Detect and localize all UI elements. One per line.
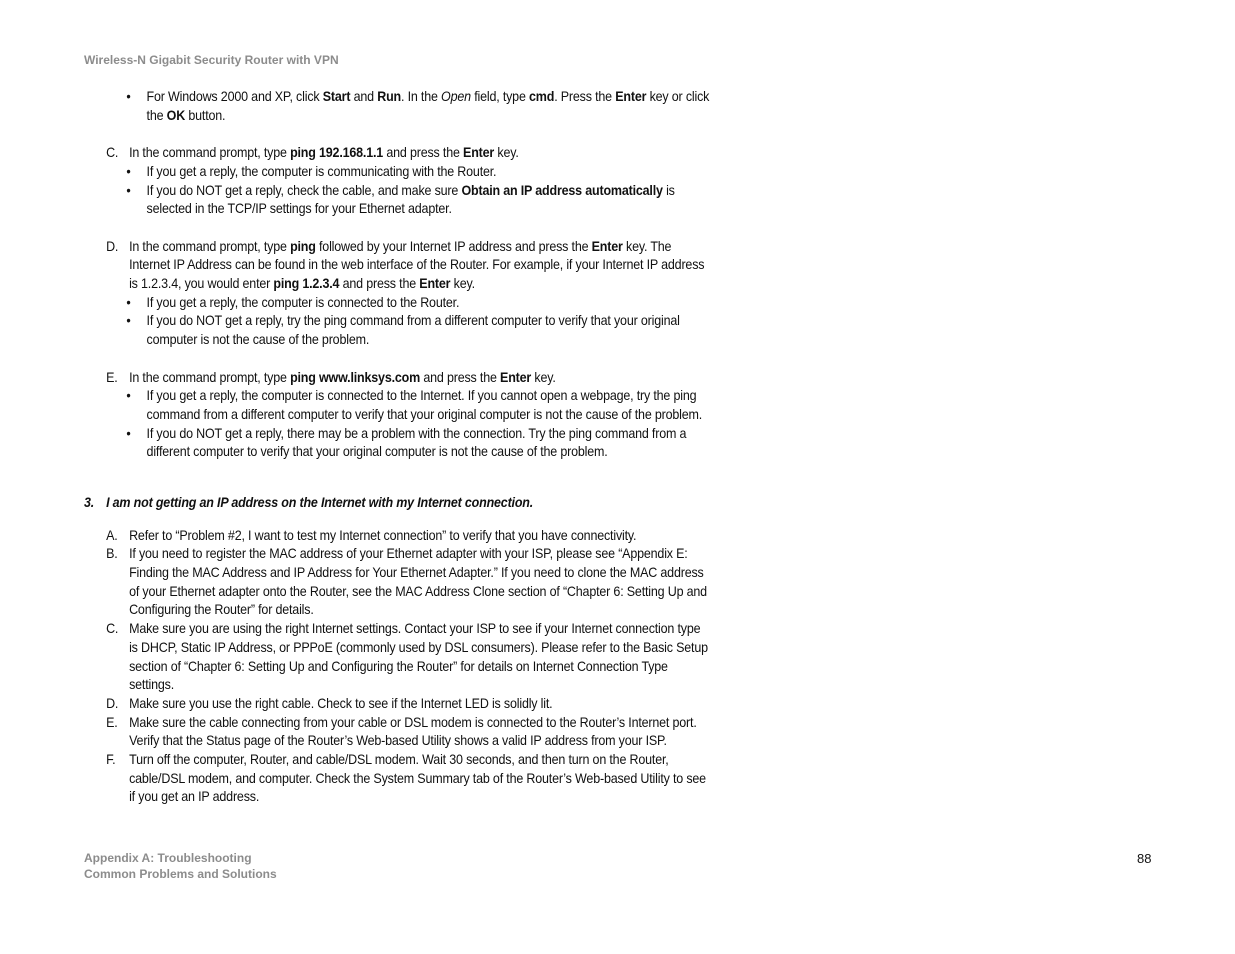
bullet-icon: •: [126, 388, 131, 404]
bullet-icon: •: [126, 163, 131, 179]
bullet-item: • If you do NOT get a reply, check the cable, and make sure Obtain an IP address automatically is selected in the TCP/IP settings for your Ethernet adapter.: [126, 182, 675, 217]
bullet-item: • If you get a reply, the computer is communicating with the Router.: [84, 163, 710, 182]
bullet-item: • If you do NOT get a reply, try the ping command from a different computer to verify that your original computer is not the cause of the problem.: [126, 313, 680, 348]
section3-step-f: F. Turn off the computer, Router, and cable/DSL modem. Wait 30 seconds, and then turn on the Router, cable/DSL modem, and computer. Check the System Summary tab of the Router’s Web-based Utility to see if you get an IP address.: [106, 752, 706, 805]
step-c-ping-router: C. In the command prompt, type ping 192.168.1.1 and press the Enter key.: [84, 144, 710, 163]
running-footer: [84, 850, 277, 882]
bullet-icon: •: [126, 313, 131, 329]
bullet-item: • If you get a reply, the computer is connected to the Internet. If you cannot open a webpage, try the ping command from a different computer to verify that your original computer is not the cause of the problem.: [126, 388, 703, 422]
step-letter: A.: [106, 527, 118, 543]
footer-section: Common Problems and Solutions: [84, 867, 277, 881]
step-letter: D.: [106, 695, 119, 711]
running-header: Wireless-N Gigabit Security Router with VPN: [84, 53, 339, 67]
bullet-icon: •: [126, 89, 131, 104]
section3-step-c: C. Make sure you are using the right Internet settings. Contact your ISP to see if your Internet connection type is DHCP, Static IP Address, or PPPoE (commonly used by DSL consumers). Please refer to the Basic Setup section of “Chapter 6: Setting Up and Configuring the Router” for details on Internet Connection Type settings.: [106, 621, 708, 693]
page-body: [84, 88, 710, 807]
bullet-item: • If you do NOT get a reply, there may be a problem with the connection. Try the ping command from a different computer to verify that your original computer is not the cause of the problem.: [126, 425, 687, 460]
bullet-item-windows: • For Windows 2000 and XP, click Start and Run. In the Open field, type cmd. Press the Enter key or click the OK button.: [126, 89, 710, 123]
section-heading-3: 3. I am not getting an IP address on the Internet with my Internet connection.: [84, 495, 534, 511]
step-e-ping-linksys: E. In the command prompt, type ping www.linksys.com and press the Enter key.: [84, 369, 710, 388]
bullet-icon: •: [126, 182, 131, 198]
section3-step-d: D. Make sure you use the right cable. Check to see if the Internet LED is solidly lit.: [84, 695, 710, 714]
bullet-icon: •: [126, 294, 131, 310]
footer-chapter: Appendix A: Troubleshooting: [84, 851, 252, 865]
bullet-icon: •: [126, 425, 131, 441]
step-letter: C.: [106, 145, 119, 161]
step-letter: E.: [106, 369, 118, 385]
section3-step-b: B. If you need to register the MAC address of your Ethernet adapter with your ISP, please see “Appendix E: Finding the MAC Address and IP Address for Your Ethernet Adapter.” If you need to clone the MAC address of your Ethernet adapter onto the Router, see the MAC Address Clone section of “Chapter 6: Setting Up and Configuring the Router” for details.: [106, 546, 707, 618]
step-letter: F.: [106, 752, 116, 768]
section3-step-a: A. Refer to “Problem #2, I want to test my Internet connection” to verify that you have connectivity.: [84, 527, 710, 546]
step-letter: D.: [106, 238, 119, 254]
step-letter: E.: [106, 714, 118, 730]
step-letter: C.: [106, 621, 119, 637]
section3-step-e: E. Make sure the cable connecting from your cable or DSL modem is connected to the Router’s Internet port. Verify that the Status page of the Router’s Web-based Utility shows a valid IP address from your ISP.: [106, 714, 697, 749]
step-d-ping-ip: D. In the command prompt, type ping followed by your Internet IP address and press the Enter key. The Internet IP Address can be found in the web interface of the Router. For example, if your Internet IP address is 1.2.3.4, you would enter ping 1.2.3.4 and press the Enter key.: [106, 238, 705, 291]
step-letter: B.: [106, 546, 118, 562]
bullet-item: • If you get a reply, the computer is connected to the Router.: [84, 294, 710, 313]
page-number: 88: [1137, 851, 1152, 866]
